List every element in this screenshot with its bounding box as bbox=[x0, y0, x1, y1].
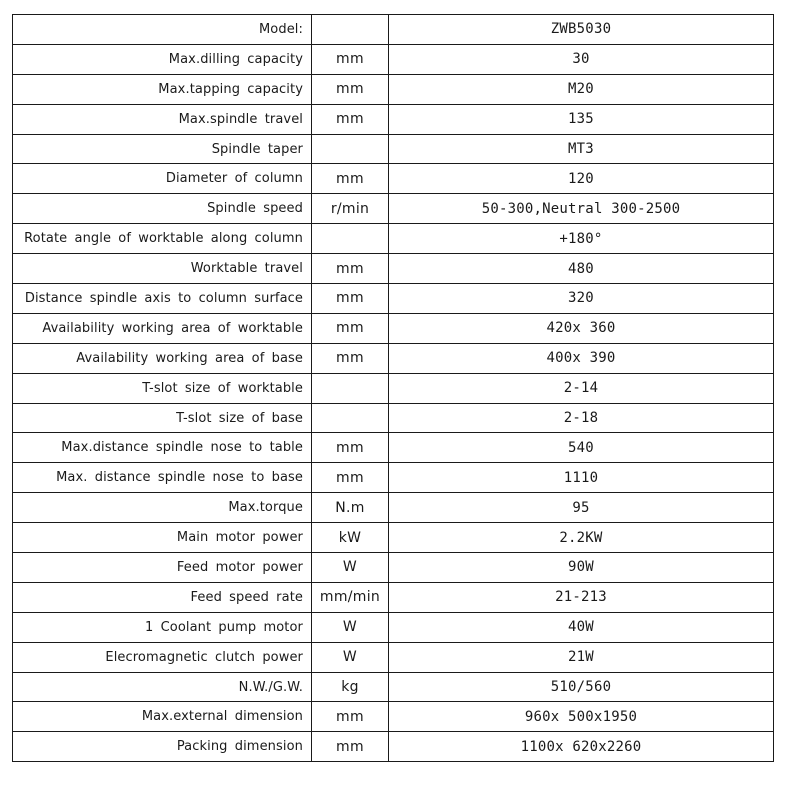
table-row bbox=[13, 403, 774, 433]
spec-value: 21-213 bbox=[389, 582, 774, 612]
spec-unit: mm/min bbox=[312, 582, 389, 612]
spec-unit: N.m bbox=[312, 493, 389, 523]
spec-label: Max.tapping capacity bbox=[13, 74, 312, 104]
spec-unit: mm bbox=[312, 463, 389, 493]
spec-table bbox=[12, 14, 774, 762]
spec-value: 30 bbox=[389, 44, 774, 74]
spec-label: Worktable travel bbox=[13, 254, 312, 284]
spec-value: 510/560 bbox=[389, 672, 774, 702]
spec-value: 480 bbox=[389, 254, 774, 284]
spec-unit: W bbox=[312, 642, 389, 672]
spec-unit: mm bbox=[312, 254, 389, 284]
spec-unit: mm bbox=[312, 44, 389, 74]
spec-label: Rotate angle of worktable along column bbox=[13, 224, 312, 254]
spec-label: Diameter of column bbox=[13, 164, 312, 194]
table-row bbox=[13, 74, 774, 104]
spec-value: 120 bbox=[389, 164, 774, 194]
table-row bbox=[13, 44, 774, 74]
spec-label: Spindle speed bbox=[13, 194, 312, 224]
spec-unit: mm bbox=[312, 284, 389, 314]
spec-label: Model: bbox=[13, 15, 312, 45]
spec-value: 2.2KW bbox=[389, 523, 774, 553]
spec-value: 135 bbox=[389, 104, 774, 134]
spec-unit: mm bbox=[312, 104, 389, 134]
spec-unit bbox=[312, 403, 389, 433]
table-row bbox=[13, 642, 774, 672]
table-row bbox=[13, 702, 774, 732]
spec-unit: kg bbox=[312, 672, 389, 702]
spec-value: 90W bbox=[389, 553, 774, 583]
table-row bbox=[13, 224, 774, 254]
spec-unit: mm bbox=[312, 433, 389, 463]
spec-label: Packing dimension bbox=[13, 732, 312, 762]
spec-value: 2-14 bbox=[389, 373, 774, 403]
spec-value: 50-300,Neutral 300-2500 bbox=[389, 194, 774, 224]
table-row bbox=[13, 313, 774, 343]
spec-unit bbox=[312, 224, 389, 254]
spec-label: T-slot size of base bbox=[13, 403, 312, 433]
spec-unit: mm bbox=[312, 164, 389, 194]
spec-unit bbox=[312, 134, 389, 164]
spec-value: 420x 360 bbox=[389, 313, 774, 343]
spec-value: 320 bbox=[389, 284, 774, 314]
table-row bbox=[13, 134, 774, 164]
spec-value: 540 bbox=[389, 433, 774, 463]
spec-label: Max.spindle travel bbox=[13, 104, 312, 134]
table-row bbox=[13, 582, 774, 612]
table-row bbox=[13, 15, 774, 45]
spec-label: 1 Coolant pump motor bbox=[13, 612, 312, 642]
table-row bbox=[13, 523, 774, 553]
table-row bbox=[13, 284, 774, 314]
table-row bbox=[13, 553, 774, 583]
table-row bbox=[13, 672, 774, 702]
spec-label: Availability working area of base bbox=[13, 343, 312, 373]
spec-value: 1100x 620x2260 bbox=[389, 732, 774, 762]
table-row bbox=[13, 433, 774, 463]
table-row bbox=[13, 164, 774, 194]
spec-unit: kW bbox=[312, 523, 389, 553]
table-row bbox=[13, 254, 774, 284]
spec-label: Main motor power bbox=[13, 523, 312, 553]
spec-label: Distance spindle axis to column surface bbox=[13, 284, 312, 314]
table-row bbox=[13, 194, 774, 224]
spec-value: MT3 bbox=[389, 134, 774, 164]
table-row bbox=[13, 612, 774, 642]
spec-label: Feed motor power bbox=[13, 553, 312, 583]
spec-unit: mm bbox=[312, 343, 389, 373]
spec-label: Spindle taper bbox=[13, 134, 312, 164]
spec-value: 1110 bbox=[389, 463, 774, 493]
spec-label: Availability working area of worktable bbox=[13, 313, 312, 343]
spec-value: 21W bbox=[389, 642, 774, 672]
spec-unit: mm bbox=[312, 74, 389, 104]
spec-label: N.W./G.W. bbox=[13, 672, 312, 702]
spec-value: 95 bbox=[389, 493, 774, 523]
spec-unit bbox=[312, 15, 389, 45]
spec-unit: r/min bbox=[312, 194, 389, 224]
table-row bbox=[13, 493, 774, 523]
table-row bbox=[13, 732, 774, 762]
spec-unit: W bbox=[312, 553, 389, 583]
spec-value: M20 bbox=[389, 74, 774, 104]
table-row bbox=[13, 104, 774, 134]
spec-unit: mm bbox=[312, 702, 389, 732]
spec-value: 40W bbox=[389, 612, 774, 642]
spec-label: Max.external dimension bbox=[13, 702, 312, 732]
spec-label: T-slot size of worktable bbox=[13, 373, 312, 403]
spec-label: Feed speed rate bbox=[13, 582, 312, 612]
spec-unit bbox=[312, 373, 389, 403]
spec-label: Max.torque bbox=[13, 493, 312, 523]
spec-value: ZWB5030 bbox=[389, 15, 774, 45]
spec-label: Max.dilling capacity bbox=[13, 44, 312, 74]
spec-unit: mm bbox=[312, 313, 389, 343]
spec-value: 960x 500x1950 bbox=[389, 702, 774, 732]
table-row bbox=[13, 373, 774, 403]
spec-value: 400x 390 bbox=[389, 343, 774, 373]
spec-label: Max. distance spindle nose to base bbox=[13, 463, 312, 493]
spec-value: 2-18 bbox=[389, 403, 774, 433]
table-row bbox=[13, 343, 774, 373]
spec-label: Max.distance spindle nose to table bbox=[13, 433, 312, 463]
spec-label: Elecromagnetic clutch power bbox=[13, 642, 312, 672]
spec-value: +180° bbox=[389, 224, 774, 254]
table-row bbox=[13, 463, 774, 493]
spec-unit: W bbox=[312, 612, 389, 642]
spec-unit: mm bbox=[312, 732, 389, 762]
